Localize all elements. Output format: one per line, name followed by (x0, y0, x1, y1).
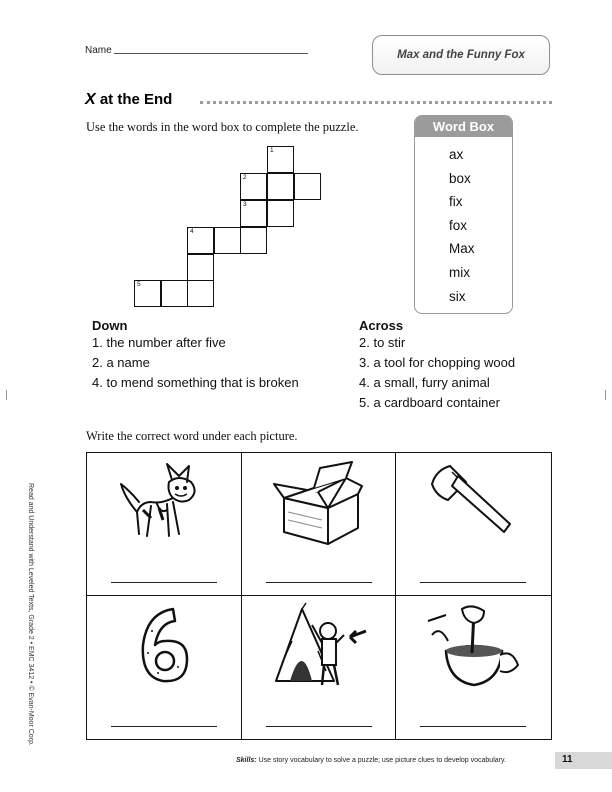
word-box-item: Max (449, 241, 475, 257)
crossword-cell[interactable] (294, 173, 321, 200)
picture-cell (242, 453, 397, 596)
fox-icon (117, 458, 212, 548)
crop-mark (6, 390, 7, 400)
page-number: 11 (562, 754, 573, 765)
title-dotted-rule (200, 101, 552, 104)
section-title-letter: X (85, 91, 96, 108)
puzzle-instructions: Use the words in the word box to complete the puzzle. (86, 120, 359, 134)
answer-line[interactable] (266, 582, 372, 583)
clue-number: 4 (190, 228, 194, 235)
across-clue: 2. to stir (359, 335, 406, 350)
clue-number: 5 (137, 281, 141, 288)
down-clues-title: Down (92, 318, 128, 333)
down-clues (92, 333, 299, 393)
story-title: Max and the Funny Fox (397, 49, 525, 61)
crossword-cell[interactable] (187, 280, 214, 307)
crossword-cell[interactable] (240, 200, 267, 227)
word-box-item: fix (449, 194, 463, 210)
down-clue: 4. to mend something that is broken (92, 375, 299, 390)
answer-line[interactable] (420, 726, 526, 727)
clue-number: 1 (270, 147, 274, 154)
crossword-cell[interactable] (187, 227, 214, 254)
name-line[interactable] (114, 53, 308, 54)
story-title-tab (372, 35, 550, 75)
across-clue: 3. a tool for chopping wood (359, 355, 516, 370)
crossword-cell[interactable] (240, 227, 267, 254)
picture-cell (87, 596, 242, 739)
crossword-cell[interactable] (267, 173, 294, 200)
picture-cell (242, 596, 397, 739)
across-clue: 4. a small, furry animal (359, 375, 490, 390)
crossword-cell[interactable] (267, 200, 294, 227)
skills-note (236, 757, 506, 764)
across-clue: 5. a cardboard container (359, 395, 500, 410)
ax-icon (426, 458, 521, 548)
name-field[interactable] (85, 45, 308, 56)
section-title (85, 91, 172, 109)
answer-line[interactable] (266, 726, 372, 727)
crossword-cell[interactable] (187, 254, 214, 281)
word-box-item: ax (449, 147, 464, 162)
word-list (415, 137, 512, 308)
crossword-cell[interactable] (214, 227, 241, 254)
answer-line[interactable] (420, 582, 526, 583)
answer-line[interactable] (111, 726, 217, 727)
skills-text: Use story vocabulary to solve a puzzle; use picture clues to develop vocabulary. (256, 757, 506, 764)
six-icon (117, 601, 212, 691)
crop-mark (605, 390, 606, 400)
copyright-side-text: Read and Understand with Leveled Texts, Grade 2 • EMC 3412 • © Evan-Moor Corp. (27, 483, 34, 746)
word-box (414, 115, 513, 314)
across-clues-title: Across (359, 318, 404, 333)
picture-cell (396, 453, 551, 596)
across-clues (359, 333, 515, 413)
clue-number: 3 (243, 201, 247, 208)
word-box-item: box (449, 170, 471, 186)
down-clue: 1. the number after five (92, 335, 226, 350)
clue-number: 2 (243, 174, 247, 181)
word-box-item: fox (449, 217, 468, 233)
picture-cell (396, 596, 551, 739)
box-icon (272, 458, 367, 548)
word-box-title: Word Box (415, 116, 512, 137)
fix-icon (272, 601, 367, 691)
skills-label: Skills: (236, 757, 257, 764)
mix-icon (426, 601, 521, 691)
picture-grid (86, 452, 552, 740)
word-box-item: mix (449, 264, 470, 280)
picture-instructions: Write the correct word under each picture. (86, 429, 298, 443)
section-title-text: at the End (95, 91, 173, 108)
name-label: Name (85, 45, 112, 56)
crossword-cell[interactable] (134, 280, 161, 307)
down-clue: 2. a name (92, 355, 150, 370)
crossword-cell[interactable] (161, 280, 188, 307)
word-box-item: six (449, 288, 466, 304)
crossword-cell[interactable] (267, 146, 294, 173)
picture-cell (87, 453, 242, 596)
answer-line[interactable] (111, 582, 217, 583)
crossword-cell[interactable] (240, 173, 267, 200)
